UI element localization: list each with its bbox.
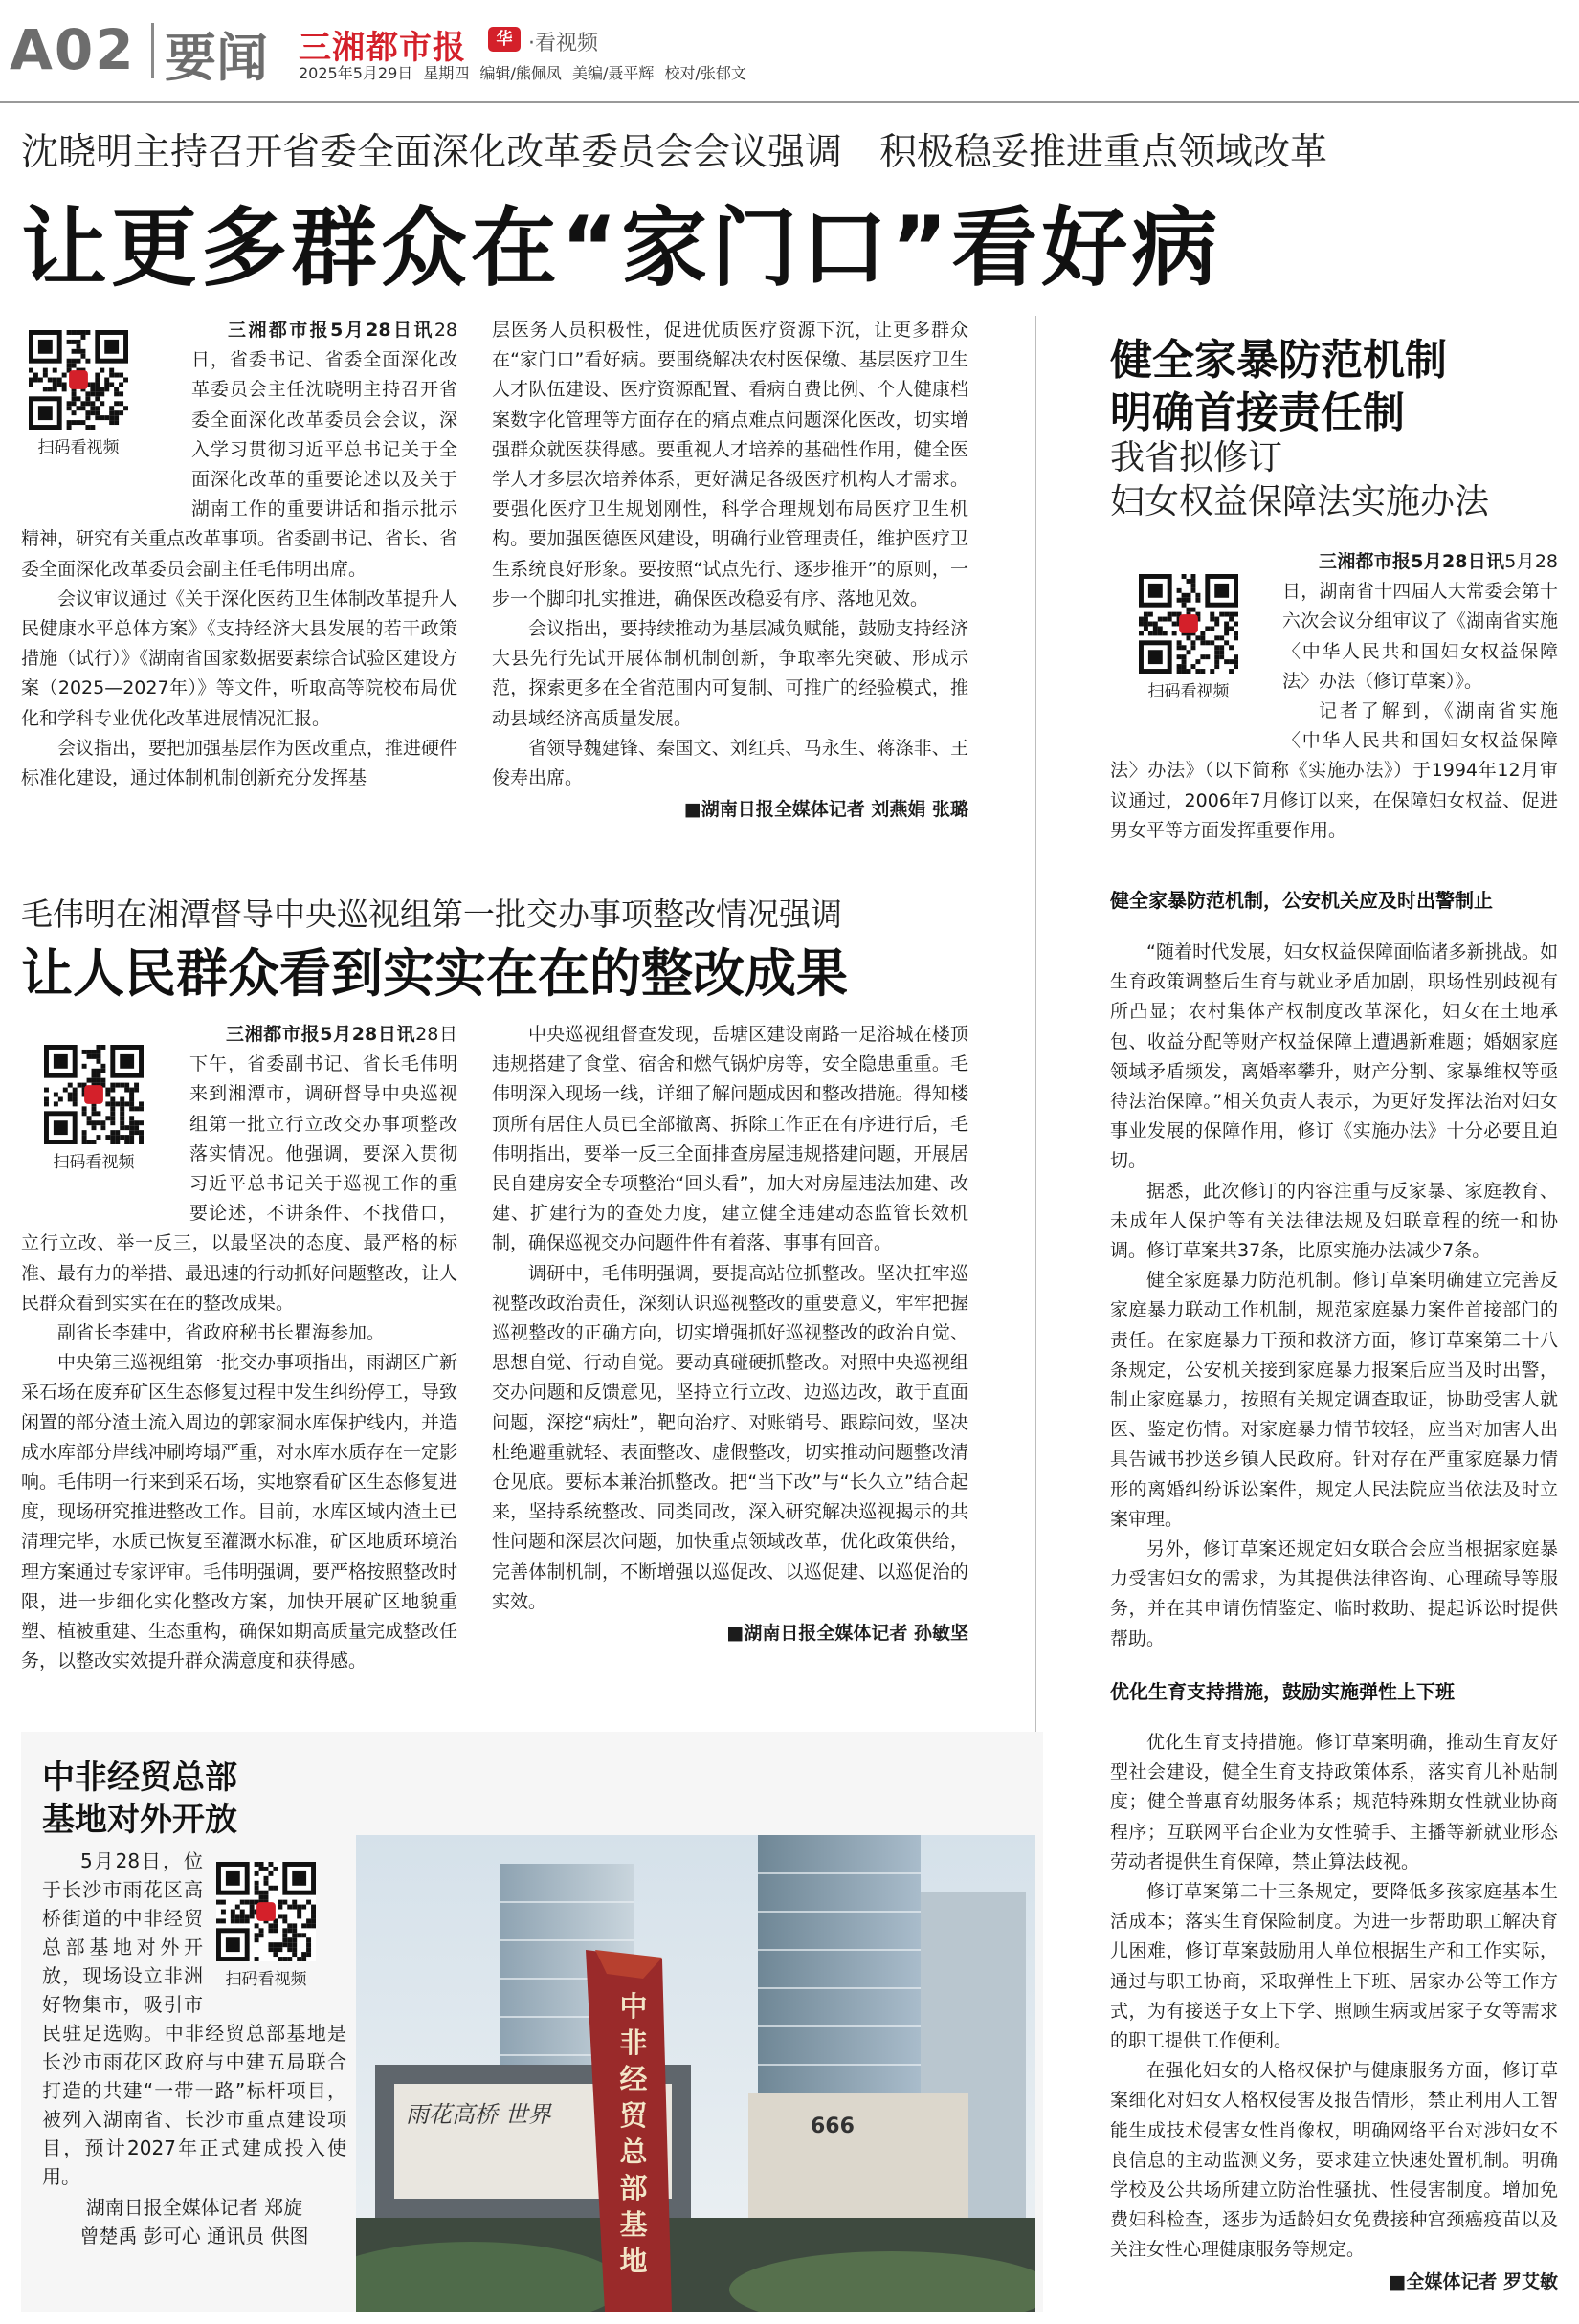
story2-kicker: 毛伟明在湘潭督导中央巡视组第一批交办事项整改情况强调 [21,896,842,933]
story4-title-1: 中非经贸总部 [42,1759,237,1797]
story3-para7: 优化生育支持措施。修订草案明确，推动生育友好型社会建设，健全生育支持政策体系，落实育儿补贴制度；健全普惠育幼服务体系；规范特殊期女性就业协商程序；互联网平台企业为女性骑手、主播等新就业形态劳动者提供生育保障，禁止算法歧视。 [1110,1732,1558,1872]
issue-meta [299,61,746,83]
paper-logo-icon: 华 [488,27,521,52]
photo-vertical-sign: 中非经贸总部基地 [619,1990,648,2277]
story4-credit-2: 曾楚禹 彭可心 通讯员 供图 [79,2224,309,2247]
story3-para3: “随着时代发展，妇女权益保障面临诸多新挑战。如生育政策调整后生育与就业矛盾加剧，职场性别歧视有所凸显；农村集体产权制度改革深化，妇女在土地承包、收益分配等财产权益保障上遭遇新难题；婚姻家庭领域矛盾频发，离婚率攀升，财产分割、家暴维权等亟待法治保障。”相关负责人表示，为更好发挥法治对妇女事业发展的保障作用，修订《实施办法》十分必要且迫切。 [1110,941,1558,1172]
story4-title-2: 基地对外开放 [42,1801,237,1839]
video-label: ·看视频 [528,32,598,55]
section-name: 要闻 [165,28,268,88]
story3-intro [1110,547,1558,868]
proof-credit: 校对/张郁文 [664,64,746,82]
story2-column-1 [21,1020,457,1785]
story2-headline: 让人民群众看到实实在在的整改成果 [21,943,848,1004]
story3-para5: 健全家庭暴力防范机制。修订草案明确建立完善反家庭暴力联动工作机制，规范家庭暴力案件首接部门的责任。在家庭暴力干预和救济方面，修订草案第二十八条规定，公安机关接到家庭暴力报案后应当及时出警，制止家庭暴力，按照有关规定调查取证，协助受害人就医、鉴定伤情。对家庭暴力情节较轻，应当对加害人出具告诫书抄送乡镇人民政府。针对存在严重家庭暴力情形的离婚纠纷诉讼案件，规定人民法院应当依法及时立案审理。 [1110,1270,1558,1530]
page-number: A02 [10,17,136,82]
story3-para9: 在强化妇女的人格权保护与健康服务方面，修订草案细化对妇女人格权侵害及报告情形，禁止利用人工智能生成技术侵害女性肖像权，明确网络平台对涉妇女不良信息的主动监测义务，要求建立快速处置机制。明确学校及公共场所建立防治性骚扰、性侵害制度。增加免费妇科检查，逐步为适龄妇女免费接种宫颈癌疫苗以及关注女性心理健康服务等规定。 [1110,2060,1558,2261]
story2-byline: ■湖南日报全媒体记者 孙敏坚 [726,1623,968,1645]
story3-sub-2: 妇女权益保障法实施办法 [1110,482,1490,521]
story2-para2: 副省长李建中，省政府秘书长瞿海参加。 [57,1322,386,1344]
qr-label: 扫码看视频 [1147,682,1230,701]
building-photo-illustration [356,1835,1035,2312]
story3-byline: ■全媒体记者 罗艾敏 [1389,2270,1558,2292]
story3-title-1: 健全家暴防范机制 [1110,336,1447,385]
story3-para6: 另外，修订草案还规定妇女联合会应当根据家庭暴力受害妇女的需求，为其提供法律咨询、心理疏导等服务，并在其申请伤情鉴定、临时救助、提起诉讼时提供帮助。 [1110,1538,1558,1649]
masthead-divider [151,23,154,78]
story3-dateline: 三湘都市报5月28日讯 [1319,551,1505,572]
qr-label: 扫码看视频 [37,438,120,457]
story3-body-2 [1110,1728,1558,2312]
story1-dateline: 三湘都市报5月28日讯 [228,320,434,341]
column-divider [1035,316,1036,1808]
story3-para1: 5月28日，湖南省十四届人大常委会第十六次会议分组审议了《湖南省实施〈中华人民共和国妇女权益保障法〉办法（修订草案）》。 [1282,551,1558,692]
story4-body [42,1847,346,2277]
story3-para2: 记者了解到，《湖南省实施〈中华人民共和国妇女权益保障法〉办法》（以下简称《实施办法》）于1994年12月审议通过，2006年7月修订以来，在保障妇女权益、促进男女平等方面发挥重要作用。 [1110,700,1558,841]
story4-para1: 5月28日，位于长沙市雨花区高桥街道的中非经贸总部基地对外开放，现场设立非洲好物集市，吸引市民驻足选购。中非经贸总部基地是长沙市雨花区政府与中建五局联合打造的共建“一带一路”标杆项目，被列入湖南省、长沙市重点建设项目，预计2027年正式建成投入使用。 [42,1849,346,2188]
story1-column-2: 层医务人员积极性，促进优质医疗资源下沉，让更多群众在“家门口”看好病。要围绕解决农村医保缴、基层医疗卫生人才队伍建设、医疗资源配置、看病自费比例、个人健康档案数字化管理等方面存在的痛点难点问题深化医改，切实增强群众就医获得感。要重视人才培养的基础性作用，健全医学人才多层次培养体系，更好满足各级医疗机构人才需求。要强化医疗卫生规划刚性，科学合理规划布局医疗卫生机构。要加强医德医风建设，明确行业管理责任，维护医疗卫生系统良好形象。要按照“试点先行、逐步推开”的原则，一步一个脚印扎实推进，确保医改稳妥有序、落地见效。 会议指出，要持续推动为基层减负赋能，鼓励支持经济大县先行先试开展体制机制创新，争取率先突破、形成示范，探索更多在全省范围内可复制、可推广的经验模式，推动县域经济高质量发展。 省领导魏建锋、秦国文、刘红兵、马永生、蒋涤非、王俊寿出席。 ■湖南日报全媒体记者 刘燕娟 张璐 [492,316,968,832]
story1-byline: ■湖南日报全媒体记者 刘燕娟 张璐 [683,799,968,821]
story1-para2: 会议审议通过《关于深化医药卫生体制改革提升人民健康水平总体方案》《支持经济大县发展的若干政策措施（试行）》《湖南省国家数据要素综合试验区建设方案（2025—2027年）》等文件，听取高等院校布局优化和学科专业优化改革进展情况汇报。 [21,587,457,729]
story1-kicker: 沈晓明主持召开省委全面深化改革委员会会议强调 积极稳妥推进重点领域改革 [21,131,1328,174]
story3-para8: 修订草案第二十三条规定，要降低多孩家庭基本生活成本；落实生育保险制度。为进一步帮助职工解决育儿困难，修订草案鼓励用人单位根据生产和工作实际，通过与职工协商，采取弹性上下班、居家办公等工作方式，为有接送子女上下学、照顾生病或居家子女等需求的职工提供工作便利。 [1110,1881,1558,2052]
story2-para1: 28日下午，省委副书记、省长毛伟明来到湘潭市，调研督导中央巡视组第一批立行立改交办事项整改落实情况。他强调，要深入贯彻习近平总书记关于巡视工作的重要论述，不讲条件、不找借口，立行立改、举一反三，以最坚决的态度、最严格的标准、最有力的举措、最迅速的行动抓好问题整改，让人民群众看到实实在在的整改成果。 [21,1024,457,1314]
story2-para4: 中央巡视组督查发现，岳塘区建设南路一足浴城在楼顶违规搭建了食堂、宿舍和燃气锅炉房等，安全隐患重重。毛伟明深入现场一线，详细了解问题成因和整改措施。得知楼顶所有居住人员已全部撤离、拆除工作正在有序进行后，毛伟明指出，要举一反三全面排查房屋违规搭建问题，开展居民自建房安全专项整治“回头看”，加大对房屋违法加建、改建、扩建行为的查处力度，建立健全违建动态监管长效机制，确保巡视交办问题件件有着落、事事有回音。 [492,1024,968,1254]
photo-banner-text: 雨花高桥 世界 [406,2101,551,2128]
story1-para1: 28日，省委书记、省委全面深化改革委员会主任沈晓明主持召开省委全面深化改革委员会会议，深入学习贯彻习近平总书记关于全面深化改革的重要论述以及关于湖南工作的重要讲话和指示批示精神，研究有关重点改革事项。省委副书记、省长、省委全面深化改革委员会副主任毛伟明出席。 [21,320,457,580]
story3-para4: 据悉，此次修订的内容注重与反家暴、家庭教育、未成年人保护等有关法律法规及妇联章程的统一和协调。修订草案共37条，比原实施办法减少7条。 [1110,1180,1558,1262]
masthead-rule [0,101,1579,103]
story2-para5: 调研中，毛伟明强调，要提高站位抓整改。坚决扛牢巡视整改政治责任，深刻认识巡视整改的重要意义，牢牢把握巡视整改的正确方向，切实增强抓好巡视整改的政治自觉、思想自觉、行动自觉。要动真碰硬抓整改。对照中央巡视组交办问题和反馈意见，坚持立行立改、边巡边改，敢于直面问题，深挖“病灶”，靶向治疗、对账销号、跟踪问效，坚决杜绝避重就轻、表面整改、虚假整改，切实推动问题整改清仓见底。要标本兼治抓整改。把“当下改”与“长久立”结合起来，坚持系统整改、同类同改，深入研究解决巡视揭示的共性问题和深层次问题，加快重点领域改革，优化政策供给，完善体制机制，不断增强以巡促改、以巡促建、以巡促治的实效。 [492,1262,968,1612]
issue-date: 2025年5月29日 [299,64,413,82]
paper-name: 三湘都市报 [299,29,466,67]
photo-number-sign: 666 [811,2114,855,2138]
building-photo [356,1835,1035,2312]
story2-para3: 中央第三巡视组第一批交办事项指出，雨湖区广新采石场在废弃矿区生态修复过程中发生纠纷停工，导致闲置的部分渣土流入周边的郭家洞水库保护线内，并造成水库部分岸线冲刷垮塌严重，对水库水质存在一定影响。毛伟明一行来到采石场，实地察看矿区生态修复进度，现场研究推进整改工作。目前，水库区域内渣土已清理完毕，水质已恢复至灌溉水标准，矿区地质环境治理方案通过专家评审。毛伟明强调，要严格按照整改时限，进一步细化实化整改方案，加快开展矿区地貌重塑、植被重建、生态重构，确保如期高质量完成整改任务，以整改实效提升群众满意度和获得感。 [21,1352,457,1672]
story2-dateline: 三湘都市报5月28日讯 [226,1024,416,1045]
story4-credit-1: 湖南日报全媒体记者 郑旋 [85,2196,303,2219]
story1-para5: 省领导魏建锋、秦国文、刘红兵、马永生、蒋涤非、王俊寿出席。 [492,737,968,789]
issue-weekday: 星期四 [423,64,470,82]
art-credit: 美编/聂平辉 [571,64,655,82]
editor-credit: 编辑/熊佩凤 [479,64,562,82]
qr-label: 扫码看视频 [225,1970,307,1989]
story3-subhead-1: 健全家暴防范机制，公安机关应及时出警制止 [1110,889,1493,912]
story3-sub-1: 我省拟修订 [1110,438,1283,477]
story1-headline: 让更多群众在“家门口”看好病 [21,198,1222,299]
story1-para3a: 会议指出，要把加强基层作为医改重点，推进硬件标准化建设，通过体制机制创新充分发挥基 [21,737,457,789]
story3-body-1 [1110,938,1558,1655]
qr-label: 扫码看视频 [53,1153,135,1172]
story3-subhead-2: 优化生育支持措施，鼓励实施弹性上下班 [1110,1680,1455,1703]
story2-column-2 [492,1020,968,1804]
story1-para4: 会议指出，要持续推动为基层减负赋能，鼓励支持经济大县先行先试开展体制机制创新，争取率先突破、形成示范，探索更多在全省范围内可复制、可推广的经验模式，推动县域经济高质量发展。 [492,618,968,729]
story3-title-2: 明确首接责任制 [1110,388,1405,437]
story1-column-1 [21,316,457,842]
